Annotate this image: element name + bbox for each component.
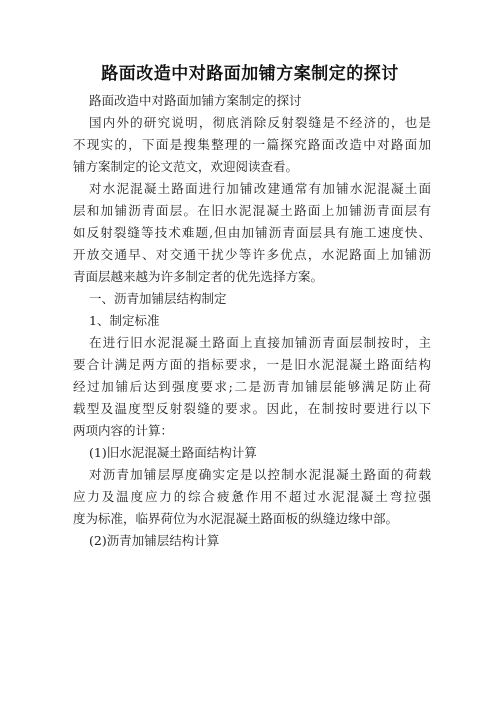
text-line: 在进行旧水泥混凝土路面上直接加铺沥青面层制按时，主 — [89, 335, 431, 350]
document-body — [73, 90, 431, 552]
text-line: 开放交通早、对交通干扰少等许多优点，水泥路面上加铺沥 — [73, 247, 431, 262]
text-line: 对水泥混凝土路面进行加铺改建通常有加铺水泥混凝土面 — [89, 181, 431, 196]
section-heading: 一、沥青加铺层结构制定 — [89, 291, 227, 306]
text-line: 应力及温度应力的综合疲惫作用不超过水泥混凝土弯拉强 — [73, 489, 431, 504]
text-line: 铺方案制定的论文范文，欢迎阅读查看。 — [73, 159, 299, 174]
text-line: 青面层越来越为许多制定者的优先选择方案。 — [73, 269, 324, 284]
text-line: 度为标准，临界荷位为水泥混凝土路面板的纵缝边缘中部。 — [73, 511, 399, 526]
text-line: 载型及温度型反射裂缝的要求。因此，在制按时要进行以下 — [73, 401, 431, 416]
text-line: 两项内容的计算： — [73, 423, 174, 438]
text-line: 国内外的研究说明，彻底消除反射裂缝是不经济的，也是 — [89, 115, 431, 130]
text-line: 层和加铺沥青面层。在旧水泥混凝土路面上加铺沥青面层有 — [73, 203, 431, 218]
item-heading: (1)旧水泥混凝土路面结构计算 — [89, 445, 257, 460]
document-title: 路面改造中对路面加铺方案制定的探讨 — [101, 64, 399, 84]
text-line: 对沥青加铺层厚度确实定是以控制水泥混凝土路面的荷载 — [89, 467, 431, 482]
item-heading: (2)沥青加铺层结构计算 — [89, 533, 220, 548]
text-line: 经过加铺后达到强度要求;二是沥青加铺层能够满足防止荷 — [73, 379, 431, 394]
text-line: 要合计满足两方面的指标要求，一是旧水泥混凝土路面结构 — [73, 357, 431, 372]
text-line: 路面改造中对路面加铺方案制定的探讨 — [89, 93, 302, 108]
text-line: 不现实的，下面是搜集整理的一篇探究路面改造中对路面加 — [73, 137, 431, 152]
text-line: 如反射裂缝等技术难题,但由加铺沥青面层具有施工速度快、 — [73, 225, 431, 240]
subsection-heading: 1、制定标准 — [89, 313, 160, 328]
